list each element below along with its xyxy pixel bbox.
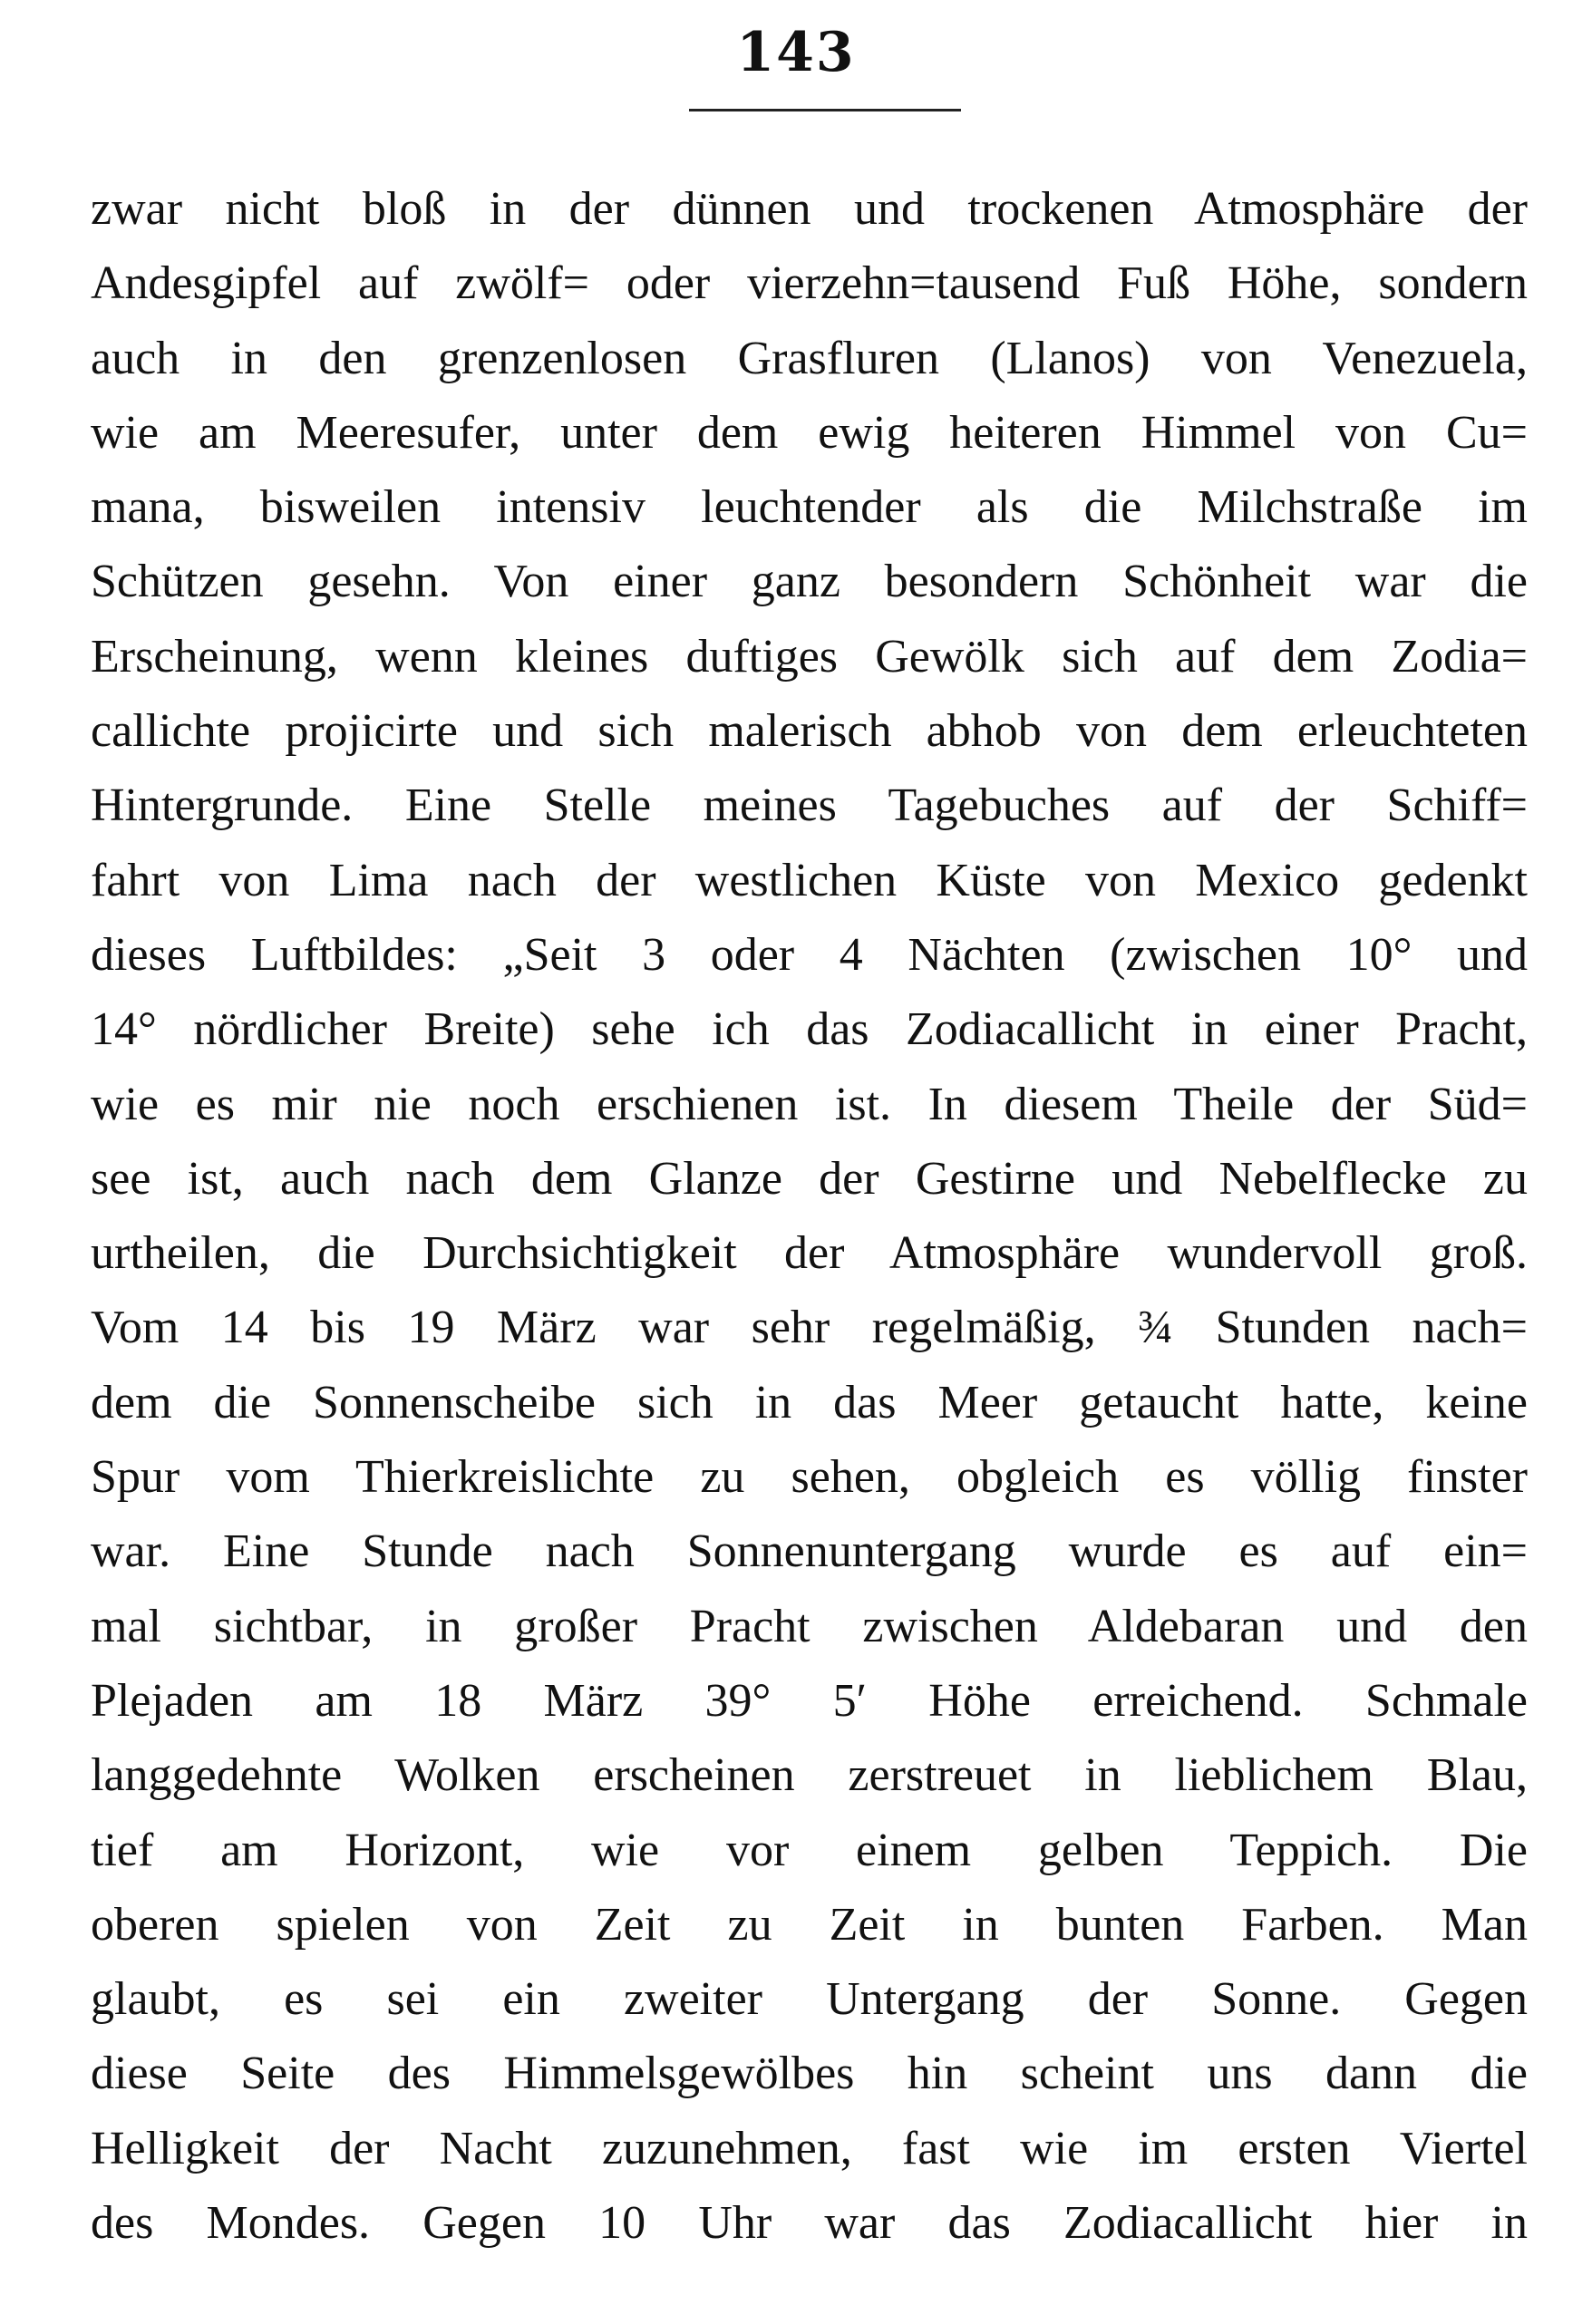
text-line: des Mondes. Gegen 10 Uhr war das Zodiacallicht hier in — [91, 2197, 1528, 2250]
text-line: callichte projicirte und sich malerisch abhob von dem erleuchteten — [91, 705, 1528, 758]
text-line: auch in den grenzenlosen Grasfluren (Llanos) von Venezuela, — [91, 332, 1528, 384]
text-line: langgedehnte Wolken erscheinen zerstreuet in lieblichem Blau, — [91, 1749, 1528, 1802]
text-line: oberen spielen von Zeit zu Zeit in bunten Farben. Man — [91, 1898, 1528, 1951]
text-line: Hintergrunde. Eine Stelle meines Tagebuches auf der Schiff= — [91, 780, 1528, 832]
text-line: urtheilen, die Durchsichtigkeit der Atmosphäre wundervoll groß. — [91, 1227, 1528, 1280]
text-line: Andesgipfel auf zwölf= oder vierzehn=tausend Fuß Höhe, sondern — [91, 257, 1528, 310]
text-line: wie am Meeresufer, unter dem ewig heiteren Himmel von Cu= — [91, 406, 1528, 459]
text-line: Schützen gesehn. Von einer ganz besondern Schönheit war die — [91, 556, 1528, 608]
text-line: dem die Sonnenscheibe sich in das Meer getaucht hatte, keine — [91, 1376, 1528, 1428]
text-line: wie es mir nie noch erschienen ist. In diesem Theile der Süd= — [91, 1078, 1528, 1130]
text-line: zwar nicht bloß in der dünnen und trockenen Atmosphäre der — [91, 183, 1528, 235]
text-line: see ist, auch nach dem Glanze der Gestirne und Nebelflecke zu — [91, 1152, 1528, 1205]
text-line: mana, bisweilen intensiv leuchtender als die Milchstraße im — [91, 481, 1528, 534]
body-text — [91, 172, 1528, 2261]
text-line: dieses Luftbildes: „Seit 3 oder 4 Nächten (zwischen 10° und — [91, 928, 1528, 981]
header-rule — [689, 109, 961, 111]
text-line: mal sichtbar, in großer Pracht zwischen Aldebaran und den — [91, 1600, 1528, 1652]
text-line: Plejaden am 18 März 39° 5′ Höhe erreichend. Schmale — [91, 1674, 1528, 1727]
text-line: Vom 14 bis 19 März war sehr regelmäßig, ¾ Stunden nach= — [91, 1302, 1528, 1354]
text-line: war. Eine Stunde nach Sonnenuntergang wurde es auf ein= — [91, 1525, 1528, 1578]
text-line: Spur vom Thierkreislichte zu sehen, obgleich es völlig finster — [91, 1451, 1528, 1504]
text-line: 14° nördlicher Breite) sehe ich das Zodiacallicht in einer Pracht, — [91, 1003, 1528, 1056]
text-line: Helligkeit der Nacht zuzunehmen, fast wie im ersten Viertel — [91, 2122, 1528, 2174]
text-line: tief am Horizont, wie vor einem gelben Teppich. Die — [91, 1824, 1528, 1876]
text-line: Erscheinung, wenn kleines duftiges Gewölk sich auf dem Zodia= — [91, 630, 1528, 683]
text-line: glaubt, es sei ein zweiter Untergang der Sonne. Gegen — [91, 1973, 1528, 2026]
text-line: diese Seite des Himmelsgewölbes hin scheint uns dann die — [91, 2048, 1528, 2100]
text-line: fahrt von Lima nach der westlichen Küste von Mexico gedenkt — [91, 854, 1528, 906]
page-number: 143 — [736, 21, 856, 84]
